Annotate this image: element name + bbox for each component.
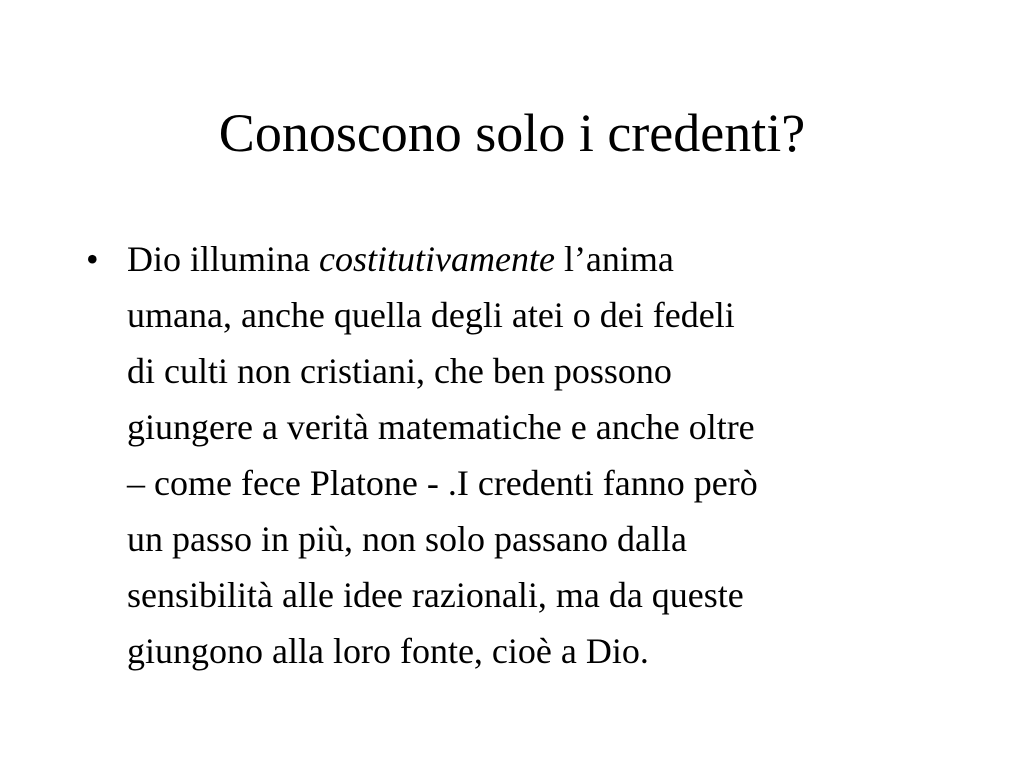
bullet-text-line: umana, anche quella degli atei o dei fedeli <box>127 295 735 335</box>
bullet-text-line: un passo in più, non solo passano dalla <box>127 519 687 559</box>
bullet-dot: • <box>86 239 99 279</box>
bullet-item <box>80 231 960 679</box>
slide-title: Conoscono solo i credenti? <box>218 103 806 163</box>
bullet-list <box>80 231 960 679</box>
bullet-text-line: giungono alla loro fonte, cioè a Dio. <box>127 631 649 671</box>
bullet-text-line <box>127 231 960 287</box>
bullet-text-line: sensibilità alle idee razionali, ma da queste <box>127 575 744 615</box>
bullet-text-line: – come fece Platone - .I credenti fanno però <box>127 463 758 503</box>
bullet-text-line: di culti non cristiani, che ben possono <box>127 351 672 391</box>
bullet-text-line: giungere a verità matematiche e anche oltre <box>127 407 755 447</box>
bullet-text-segment: Dio illumina <box>127 239 319 279</box>
bullet-text-segment: l’anima <box>554 239 674 279</box>
emphasized-word: costitutivamente <box>319 239 555 279</box>
